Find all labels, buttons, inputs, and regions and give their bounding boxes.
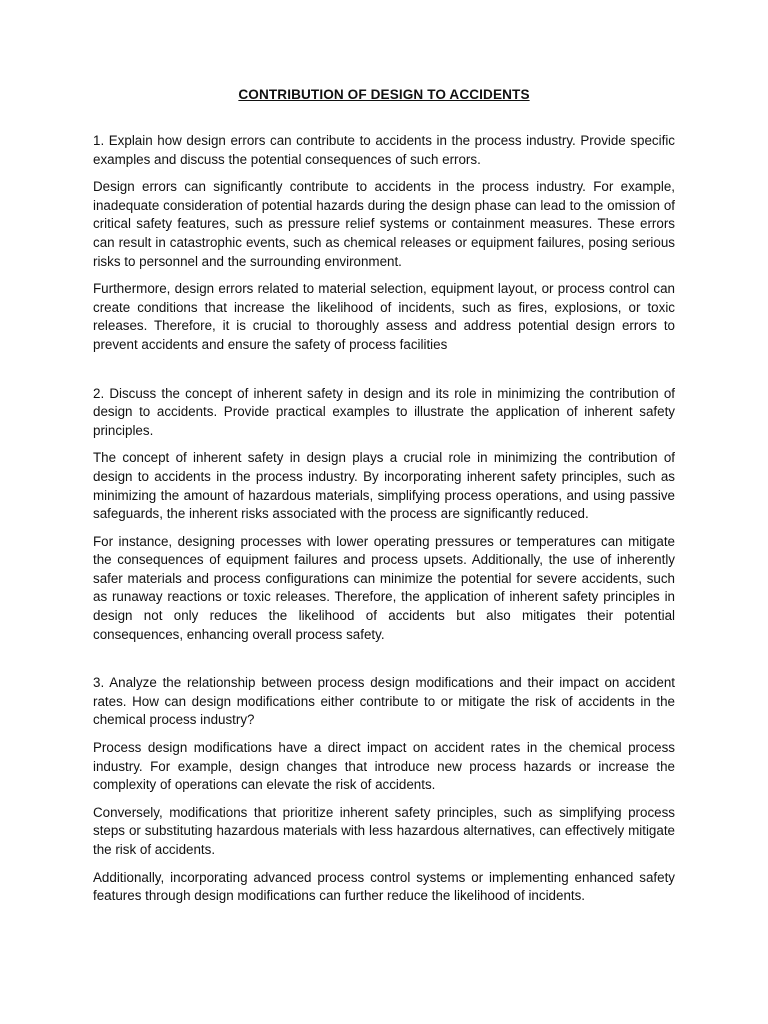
- question-3: 3. Analyze the relationship between process design modifications and their impact on accident rates. How can design modifications either contribute to or mitigate the risk of accidents in the chemical process industry?: [93, 675, 675, 728]
- answer-1-paragraph-1: Design errors can significantly contribute to accidents in the process industry. For example, inadequate consideration of potential hazards during the design phase can lead to the omission of critical safety features, such as pressure relief systems or containment measures. These errors can result in catastrophic events, such as chemical releases or equipment failures, posing serious risks to personnel and the surrounding environment.: [93, 179, 675, 269]
- answer-3-paragraph-2: Conversely, modifications that prioritize inherent safety principles, such as simplifying process steps or substituting hazardous materials with less hazardous alternatives, can effectively mitigate the risk of accidents.: [93, 804, 675, 857]
- answer-1-paragraph-2: Furthermore, design errors related to material selection, equipment layout, or process control can create conditions that increase the likelihood of incidents, such as fires, explosions, or toxic releases. Therefore, it is crucial to thoroughly assess and address potential design errors to prevent accidents and ensure the safety of process facilities: [93, 281, 675, 352]
- question-2: 2. Discuss the concept of inherent safety in design and its role in minimizing the contribution of design to accidents. Provide practical examples to illustrate the application of inherent safety principles.: [93, 385, 675, 438]
- answer-3-paragraph-3: Additionally, incorporating advanced process control systems or implementing enhanced safety features through design modifications can further reduce the likelihood of incidents.: [93, 869, 675, 904]
- document-body: [93, 132, 675, 906]
- document-title: CONTRIBUTION OF DESIGN TO ACCIDENTS: [238, 87, 530, 102]
- answer-3-paragraph-1: Process design modifications have a direct impact on accident rates in the chemical process industry. For example, design changes that introduce new process hazards or increase the complexity of operations can elevate the risk of accidents.: [93, 740, 675, 793]
- question-1: 1. Explain how design errors can contribute to accidents in the process industry. Provide specific examples and discuss the potential consequences of such errors.: [93, 133, 675, 167]
- answer-2-paragraph-1: The concept of inherent safety in design plays a crucial role in minimizing the contribution of design to accidents in the process industry. By incorporating inherent safety principles, such as minimizing the amount of hazardous materials, simplifying process operations, and using passive safeguards, the inherent risks associated with the process are significantly reduced.: [93, 450, 675, 522]
- answer-2-paragraph-2: For instance, designing processes with lower operating pressures or temperatures can mitigate the consequences of equipment failures and process upsets. Additionally, the use of inherently safer materials and process configurations can minimize the potential for severe accidents, such as runaway reactions or toxic releases. Therefore, the application of inherent safety principles in design not only reduces the likelihood of accidents but also mitigates their potential consequences, enhancing overall process safety.: [93, 533, 675, 642]
